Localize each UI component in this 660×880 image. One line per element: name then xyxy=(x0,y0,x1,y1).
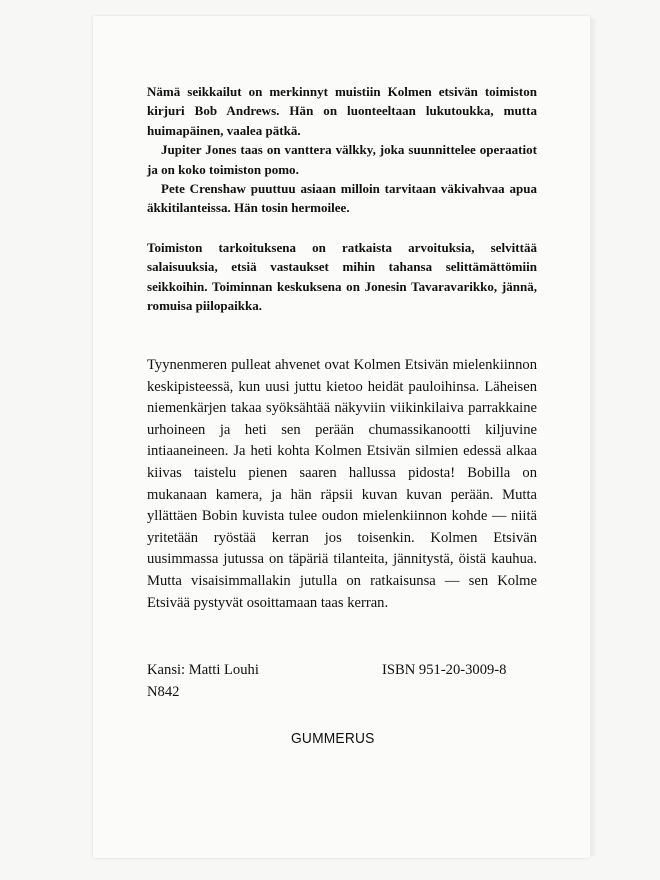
cover-credit: Kansi: Matti Louhi xyxy=(147,662,259,678)
purpose-section xyxy=(147,238,537,316)
book-edge xyxy=(590,18,596,856)
purpose-paragraph: Toimiston tarkoituksena on ratkaista arvoituksia, selvittää salaisuuksia, etsiä vastaukset mihin tahansa selittämättömiin seikkoihin. Toiminnan keskuksena on Jonesin Tavaravarikko, jännä, romuisa piilopaikka. xyxy=(147,240,537,314)
jupiter-paragraph: Jupiter Jones taas on vanttera välkky, joka suunnittelee operaatiot ja on koko toimiston pomo. xyxy=(147,142,537,177)
characters-section xyxy=(147,82,537,218)
product-code: N842 xyxy=(147,684,180,700)
isbn: ISBN 951-20-3009-8 xyxy=(382,662,507,678)
publisher-logo: GUMMERUS xyxy=(291,730,375,747)
bob-paragraph: Nämä seikkailut on merkinnyt muistiin Kolmen etsivän toimiston kirjuri Bob Andrews. Hän on luonteeltaan lukutoukka, mutta huimapäinen, vaalea pätkä. xyxy=(147,84,537,138)
description-section xyxy=(147,355,537,614)
pete-paragraph: Pete Crenshaw puuttuu asiaan milloin tarvitaan väkivahvaa apua äkkitilanteissa. Hän tosin hermoilee. xyxy=(147,181,537,216)
description-paragraph: Tyynenmeren pulleat ahvenet ovat Kolmen Etsivän mielenkiinnon keskipisteessä, kun uusi juttu kietoo heidät pauloihinsa. Läheisen niemenkärjen takaa syöksähtää näkyviin viikinkilaiva parrakkaine urhoineen ja heti sen perään chumassikanootti kiljuvine intiaaneineen. Ja heti kohta Kolmen Etsivän silmien edessä alkaa kiivas taistelu pienen saaren hallussa pidosta! Bobilla on mukanaan kamera, ja hän räpsii kuvan kuvan perään. Mutta yllättäen Bobin kuvista tulee oudon mielenkiinnon kohde — niitä yritetään ryöstää kerran jos toisenkin. Kolmen Etsivän uusimmassa jutussa on täpäriä tilanteita, jännitystä, öistä kauhua. Mutta visaisimmallakin jutulla on ratkaisunsa — sen Kolme Etsivää pystyvät osoittamaan taas kerran. xyxy=(147,357,537,611)
